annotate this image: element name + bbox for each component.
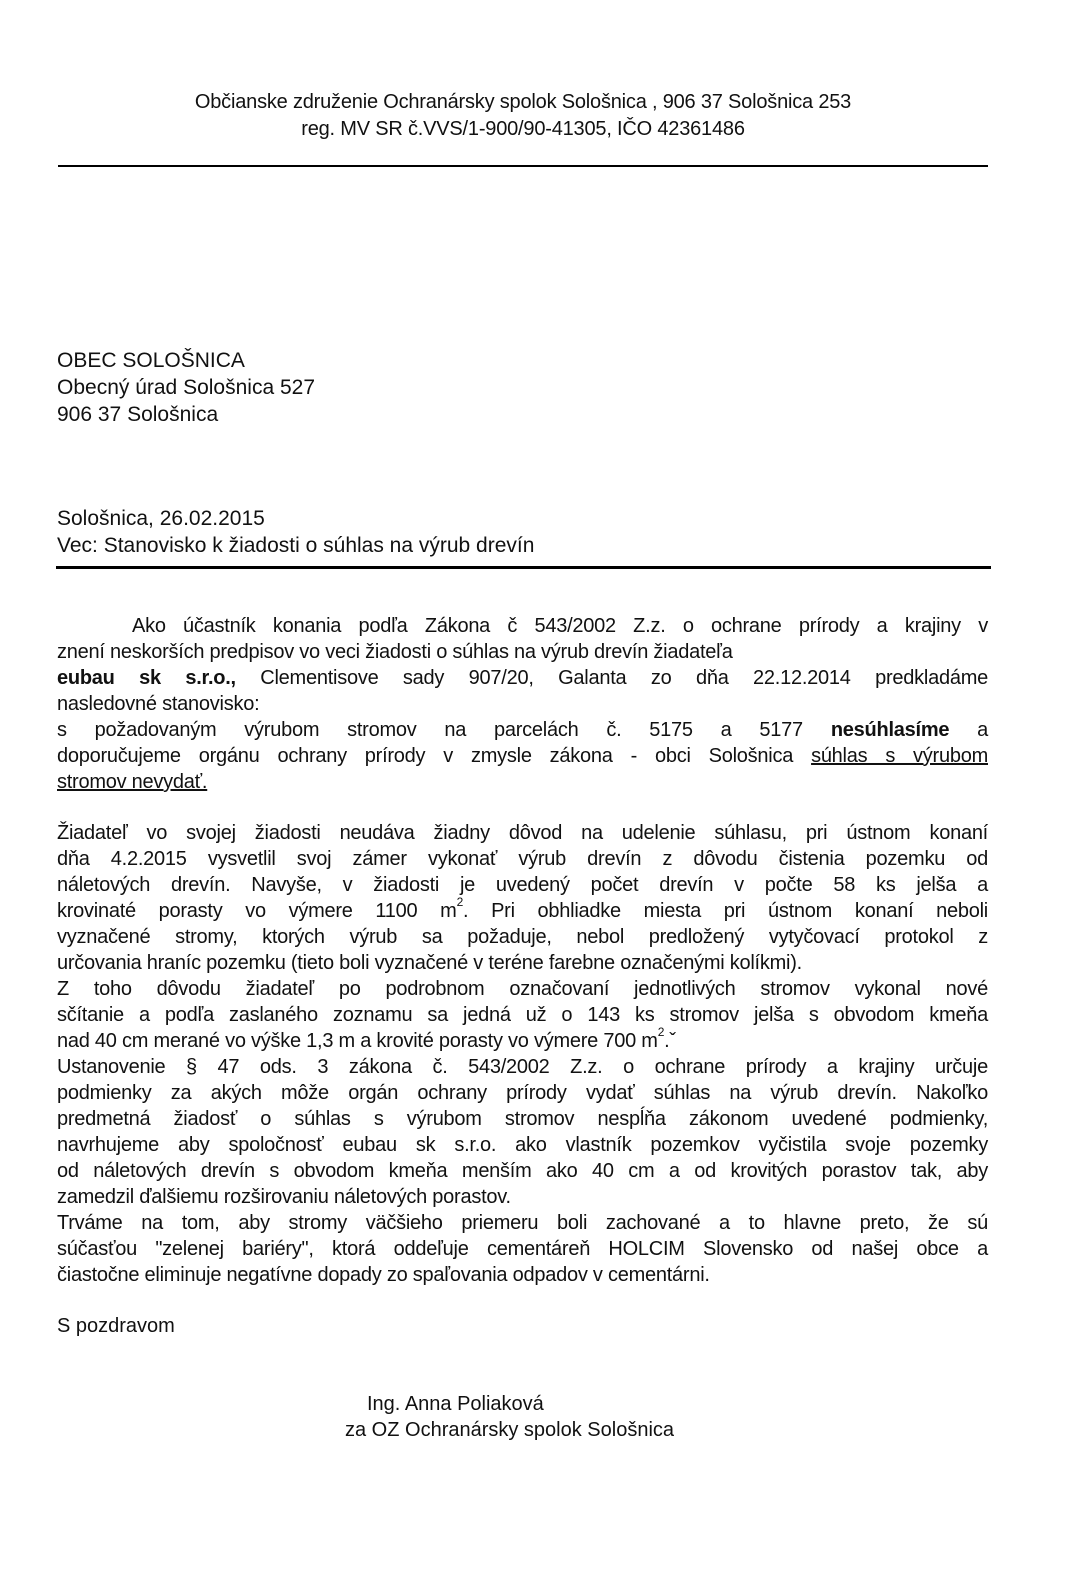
disagreement-emphasis: nesúhlasíme xyxy=(830,719,950,741)
body-line xyxy=(57,1025,988,1054)
recommendation-underlined: súhlas s výrubom xyxy=(811,745,988,767)
applicant-details: Clementisove sady 907/20, Galanta zo dňa 22.12.2014 predkladáme xyxy=(235,667,988,689)
body-line xyxy=(57,665,988,691)
applicant-name: eubau sk s.r.o., xyxy=(57,667,236,689)
date-line: Sološnica, 26.02.2015 xyxy=(57,507,265,530)
superscript: 2 xyxy=(657,1025,665,1039)
body-line xyxy=(57,895,988,924)
body-line: čiastočne eliminuje negatívne dopady zo spaľovania odpadov v cementárni. xyxy=(57,1264,710,1286)
body-line xyxy=(57,743,988,769)
body-line: vyznačené stromy, ktorých výrub sa požaduje, nebol predložený vytyčovací protokol z xyxy=(57,926,988,948)
body-line: predmetná žiadosť o súhlas s výrubom stromov nespĺňa zákonom uvedené podmienky, xyxy=(57,1108,988,1130)
body-line: Žiadateľ vo svojej žiadosti neudáva žiadny dôvod na udelenie súhlasu, pri ústnom konaní xyxy=(57,822,988,844)
body-text: krovinaté porasty vo výmere 1100 m xyxy=(57,900,457,922)
body-line: Z toho dôvodu žiadateľ po podrobnom označovaní jednotlivých stromov vykonal nové xyxy=(57,978,988,1000)
recipient-name: OBEC SOLOŠNICA xyxy=(57,349,245,372)
body-line xyxy=(57,769,988,795)
body-text: nad 40 cm merané vo výške 1,3 m a krovité porasty vo výmere 700 m xyxy=(57,1030,658,1052)
body-line: súčasťou "zelenej bariéry", ktorá oddeľuje cementáreň HOLCIM Slovensko od našej obce a xyxy=(57,1238,988,1260)
letterhead-divider xyxy=(58,165,988,167)
body-line: Ako účastník konania podľa Zákona č 543/2002 Z.z. o ochrane prírody a krajiny v xyxy=(132,615,988,637)
closing-greeting: S pozdravom xyxy=(57,1315,175,1337)
body-text: s požadovaným výrubom stromov na parcelách č. 5175 a 5177 xyxy=(57,719,831,741)
paragraph-reasoning xyxy=(57,820,988,1288)
signatory-name: Ing. Anna Poliaková xyxy=(367,1393,544,1415)
recipient-postal: 906 37 Sološnica xyxy=(57,403,219,426)
body-line: nasledovné stanovisko: xyxy=(57,693,260,715)
letterhead-line-1: Občianske združenie Ochranársky spolok Sološnica , 906 37 Sološnica 253 xyxy=(194,91,852,113)
letterhead xyxy=(58,89,988,143)
body-line: navrhujeme aby spoločnosť eubau sk s.r.o. ako vlastník pozemkov vyčistila svoje pozemky xyxy=(57,1134,988,1156)
subject-line: Vec: Stanovisko k žiadosti o súhlas na výrub drevín xyxy=(57,534,535,557)
recommendation-underlined: stromov nevydať. xyxy=(57,771,208,793)
recipient-address xyxy=(57,347,315,428)
body-line: sčítanie a podľa zaslaného zoznamu sa jedná už o 143 ks stromov jelša s obvodom kmeňa xyxy=(57,1004,988,1026)
letterhead-line-2: reg. MV SR č.VVS/1-900/90-41305, IČO 42361486 xyxy=(301,118,745,140)
body-line: zamedzil ďalšiemu rozširovaniu náletových porastov. xyxy=(57,1186,511,1208)
body-line: Ustanovenie § 47 ods. 3 zákona č. 543/2002 Z.z. o ochrane prírody a krajiny určuje xyxy=(57,1056,988,1078)
body-line: podmienky za akých môže orgán ochrany prírody vydať súhlas na výrub drevín. Nakoľko xyxy=(57,1082,988,1104)
body-text: a xyxy=(949,719,988,741)
body-text: . Pri obhliadke miesta pri ústnom konaní neboli xyxy=(463,900,988,922)
body-line xyxy=(57,717,988,743)
body-text: .ˇ xyxy=(664,1030,676,1052)
body-line: znení neskorších predpisov vo veci žiadosti o súhlas na výrub drevín žiadateľa xyxy=(57,641,733,663)
body-line: Trváme na tom, aby stromy väčšieho priemeru boli zachované a to hlavne preto, že sú xyxy=(57,1212,988,1234)
body-line: od náletových drevín s obvodom kmeňa menším ako 40 cm a od krovitých porastov tak, aby xyxy=(57,1160,988,1182)
date-subject-block xyxy=(57,505,534,559)
signature-block xyxy=(0,1391,1073,1443)
paragraph-statement xyxy=(57,613,988,795)
recipient-office: Obecný úrad Sološnica 527 xyxy=(57,376,315,399)
subject-divider xyxy=(56,566,991,569)
body-line: určovania hraníc pozemku (tieto boli vyznačené v teréne farebne označenými kolíkmi). xyxy=(57,952,802,974)
signatory-organization: za OZ Ochranársky spolok Sološnica xyxy=(345,1419,675,1441)
body-line: náletových drevín. Navyše, v žiadosti je uvedený počet drevín v počte 58 ks jelša a xyxy=(57,874,988,896)
superscript: 2 xyxy=(456,895,464,909)
body-text: doporučujeme orgánu ochrany prírody v zmysle zákona - obci Sološnica xyxy=(57,745,812,767)
body-line: dňa 4.2.2015 vysvetlil svoj zámer vykonať výrub drevín z dôvodu čistenia pozemku od xyxy=(57,848,988,870)
